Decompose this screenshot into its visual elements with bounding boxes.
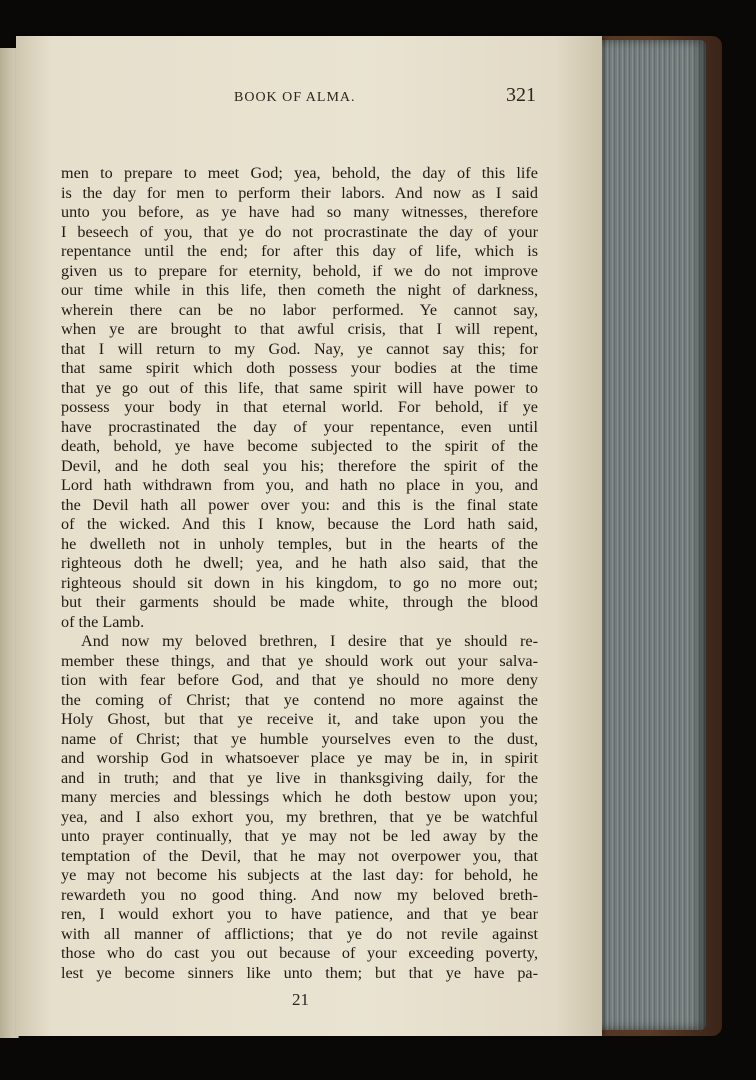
text-line: death, behold, ye have become subjected to the spirit of the	[61, 437, 538, 455]
text-line: is the day for men to perform their labors. And now as I said	[61, 183, 538, 202]
text-line: Holy Ghost, but that ye receive it, and take upon you the	[61, 710, 538, 728]
text-line: of the wicked. And this I know, because the Lord hath said,	[61, 515, 538, 533]
text-line: Lord hath withdrawn from you, and hath no place in you, and	[61, 476, 538, 494]
text-line: given us to prepare for eternity, behold, if we do not improve	[61, 261, 538, 280]
text-line: name of Christ; that ye humble yourselves even to the dust,	[61, 729, 538, 748]
text-line: when ye are brought to that awful crisis, that I will repent,	[61, 320, 538, 338]
text-line: those who do cast you out because of your exceeding poverty,	[61, 944, 538, 962]
text-line: have procrastinated the day of your repentance, even until	[61, 417, 538, 436]
text-line: unto prayer continually, that ye may not be led away by the	[61, 827, 538, 845]
text-line: that same spirit which doth possess your bodies at the time	[61, 359, 538, 377]
text-line: member these things, and that ye should work out your salva-	[61, 651, 538, 670]
text-line: ren, I would exhort you to have patience, and that ye bear	[61, 905, 538, 923]
text-line: and in truth; and that ye live in thanksgiving daily, for the	[61, 768, 538, 787]
text-line: possess your body in that eternal world. For behold, if ye	[61, 398, 538, 416]
text-line: Devil, and he doth seal you his; therefore the spirit of the	[61, 456, 538, 475]
text-line: tion with fear before God, and that ye should no more deny	[61, 671, 538, 689]
text-line: the Devil hath all power over you: and this is the final state	[61, 495, 538, 514]
text-line: righteous doth he dwell; yea, and he hath also said, that the	[61, 554, 538, 572]
text-line: that I will return to my God. Nay, ye cannot say this; for	[61, 339, 538, 358]
text-line: ye may not become his subjects at the last day: for behold, he	[61, 866, 538, 884]
text-line: that ye go out of this life, that same spirit will have power to	[61, 378, 538, 397]
book-page	[16, 36, 602, 1036]
text-line: many mercies and blessings which he doth bestow upon you;	[61, 788, 538, 806]
text-line: and worship God in whatsoever place ye may be in, in spirit	[61, 749, 538, 767]
text-line: he dwelleth not in unholy temples, but in the hearts of the	[61, 534, 538, 553]
text-line: the coming of Christ; that ye contend no more against the	[61, 690, 538, 709]
text-line: men to prepare to meet God; yea, behold, the day of this life	[61, 164, 538, 182]
page-number: 321	[506, 84, 536, 106]
text-line: righteous should sit down in his kingdom, to go no more out;	[61, 573, 538, 592]
text-line: rewardeth you no good thing. And now my beloved breth-	[61, 885, 538, 904]
text-line: repentance until the end; for after this day of life, which is	[61, 242, 538, 260]
text-line: with all manner of afflictions; that ye do not revile against	[61, 924, 538, 943]
text-line: lest ye become sinners like unto them; but that ye have pa-	[61, 963, 538, 982]
running-head: BOOK OF ALMA.	[234, 90, 356, 105]
text-line: yea, and I also exhort you, my brethren, that ye be watchful	[61, 807, 538, 826]
text-line: temptation of the Devil, that he may not overpower you, that	[61, 846, 538, 865]
text-line: our time while in this life, then cometh the night of darkness,	[61, 281, 538, 299]
text-line: And now my beloved brethren, I desire that ye should re-	[81, 632, 538, 650]
text-line: wherein there can be no labor performed. Ye cannot say,	[61, 300, 538, 319]
text-line: but their garments should be made white, through the blood	[61, 593, 538, 611]
text-line: of the Lamb.	[61, 612, 145, 631]
text-line: unto you before, as ye have had so many witnesses, therefore	[61, 203, 538, 221]
signature-mark: 21	[292, 990, 309, 1009]
body-text	[61, 164, 538, 983]
page-edges	[596, 40, 706, 1030]
text-line: I beseech of you, that ye do not procrastinate the day of your	[61, 222, 538, 241]
